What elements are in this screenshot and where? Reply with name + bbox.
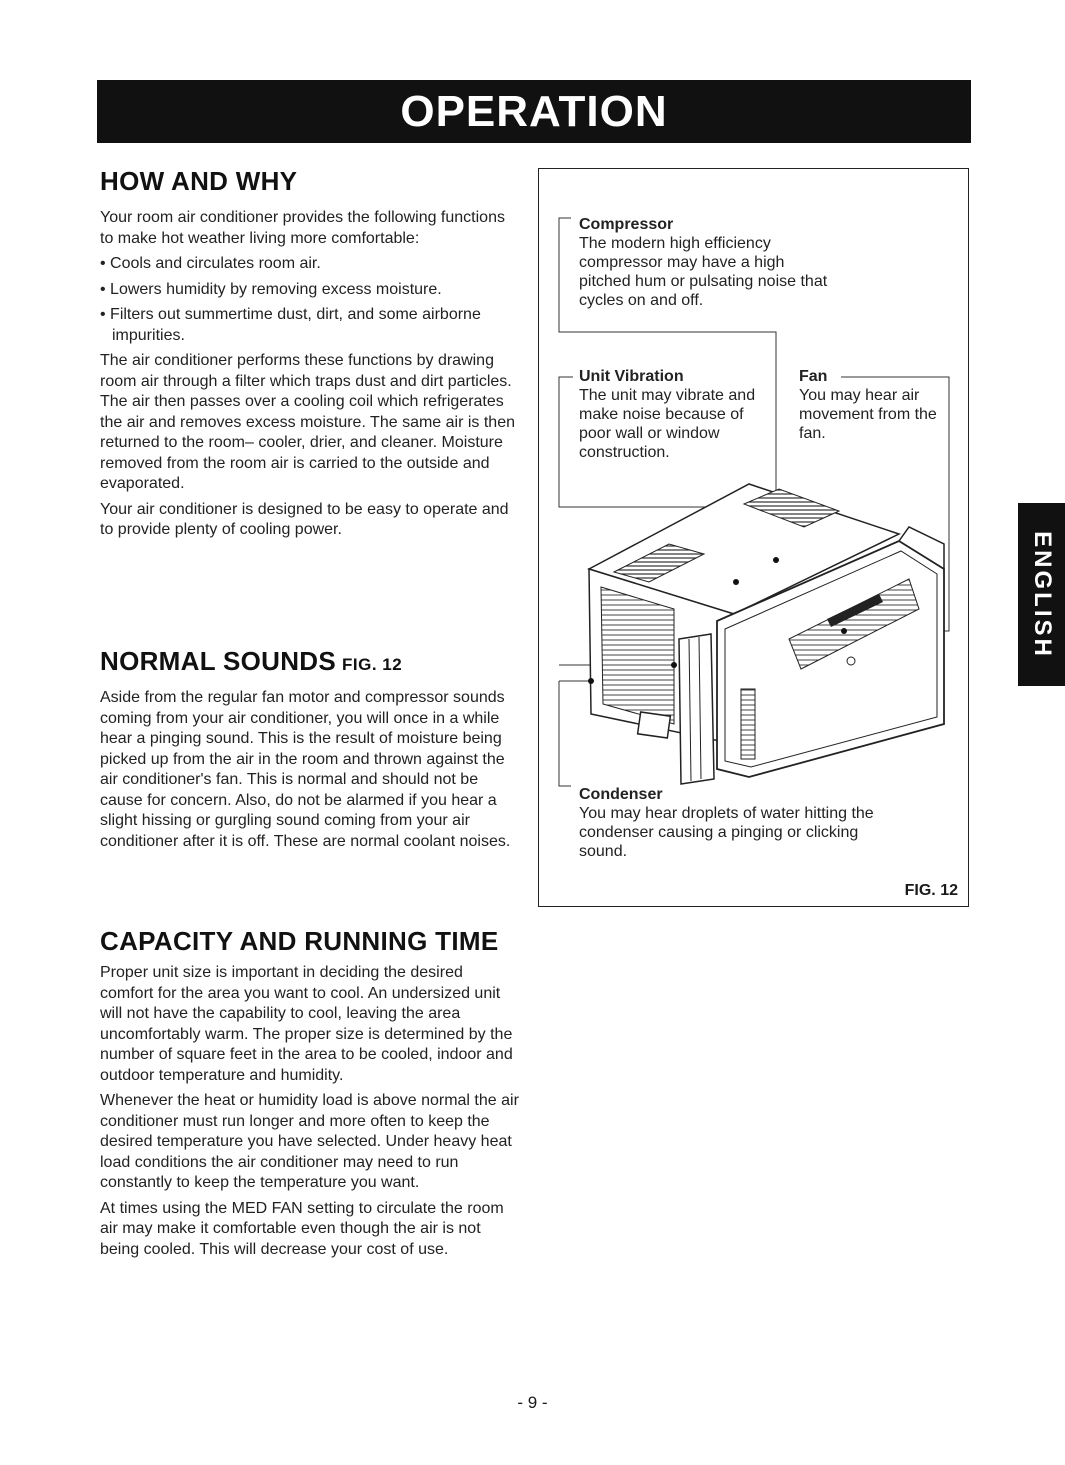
page-title: OPERATION: [400, 87, 668, 136]
fan-callout: [799, 367, 949, 443]
compressor-title: Compressor: [579, 216, 674, 233]
normal-sounds-fig-ref: FIG. 12: [341, 655, 403, 674]
capacity-heading: CAPACITY AND RUNNING TIME: [100, 926, 499, 956]
capacity-section: [100, 963, 520, 1265]
language-tab-label: ENGLISH: [1028, 530, 1056, 659]
how-and-why-heading: HOW AND WHY: [100, 166, 298, 196]
unit-vibration-text: The unit may vibrate and make noise because of poor wall or window construction.: [579, 387, 756, 461]
unit-vibration-callout: [579, 367, 774, 462]
capacity-paragraph: Proper unit size is important in deciding the desired comfort for the area you want to cool. An undersized unit will not have the capability to cool, leaving the area uncomfortably warm. The proper size is determined by the number of square feet in the area to be cooled, indoor and outdoor temperature and humidity.: [100, 964, 513, 1084]
how-and-why-intro: Your room air conditioner provides the following functions to make hot weather living more comfortable:: [100, 209, 505, 247]
function-list: [100, 254, 520, 346]
compressor-callout: [579, 215, 829, 310]
capacity-paragraph: At times using the MED FAN setting to circulate the room air may make it comfortable even though the air is not being cooled. This will decrease your cost of use.: [100, 1199, 504, 1258]
condenser-title: Condenser: [579, 786, 663, 803]
function-item: • Cools and circulates room air.: [100, 254, 520, 275]
normal-sounds-heading: [100, 646, 402, 677]
compressor-text: The modern high efficiency compressor may have a high pitched hum or pulsating noise that cycles on and off.: [579, 235, 828, 309]
page-title-banner: [97, 80, 971, 143]
language-tab: [1018, 503, 1065, 686]
how-and-why-paragraph: The air conditioner performs these functions by drawing room air through a filter which traps dust and dirt particles. The air then passes over a cooling coil which refrigerates the air and removes excess moisture. The same air is then returned to the room– cooler, drier, and cleaner. Moisture removed from the room air is carried to the outside and evaporated.: [100, 352, 515, 492]
condenser-text: You may hear droplets of water hitting the condenser causing a pinging or clicking sound.: [579, 805, 874, 860]
condenser-callout: [579, 785, 899, 861]
how-and-why-paragraph: Your air conditioner is designed to be easy to operate and to provide plenty of cooling power.: [100, 500, 509, 538]
fan-text: You may hear air movement from the fan.: [799, 387, 937, 442]
unit-vibration-title: Unit Vibration: [579, 368, 684, 385]
fan-title: Fan: [799, 368, 828, 385]
normal-sounds-paragraph: Aside from the regular fan motor and compressor sounds coming from your air conditioner, you will once in a while hear a pinging sound. This is the result of moisture being picked up from the air in the room and thrown against the air conditioner's fan. This is normal and should not be cause for concern. Also, do not be alarmed if you hear a slight hissing or gurgling sound coming from your air conditioner after it is off. These are normal coolant noises.: [100, 689, 511, 850]
page-number: - 9 -: [517, 1393, 548, 1412]
how-and-why-section: [100, 208, 520, 546]
function-item: • Lowers humidity by removing excess moisture.: [100, 280, 520, 301]
figure-12: [538, 168, 969, 907]
figure-label: FIG. 12: [904, 882, 958, 899]
normal-sounds-title: NORMAL SOUNDS: [100, 646, 336, 676]
normal-sounds-section: [100, 688, 520, 857]
capacity-paragraph: Whenever the heat or humidity load is above normal the air conditioner must run longer and more often to keep the desired temperature you have selected. Under heavy heat load conditions the air conditioner may need to run constantly to keep the temperature you want.: [100, 1092, 519, 1191]
function-item: • Filters out summertime dust, dirt, and some airborne impurities.: [100, 305, 520, 346]
